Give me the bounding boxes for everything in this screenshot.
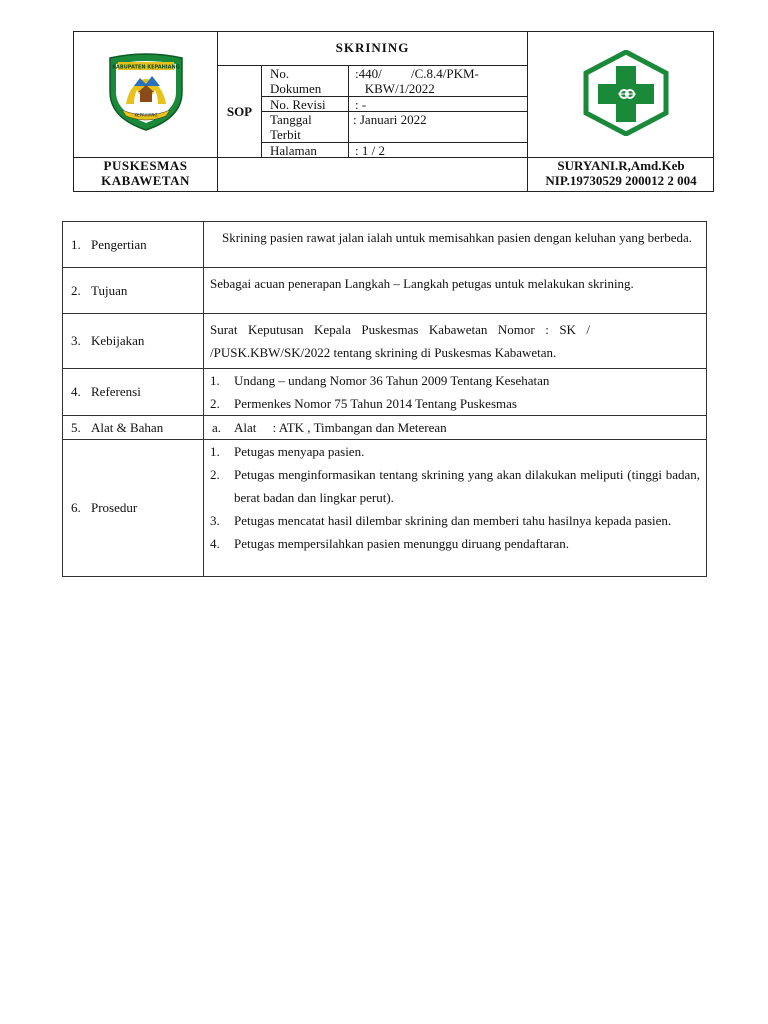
puskesmas-logo bbox=[580, 50, 672, 136]
row-label-kebijakan: 3. Kebijakan bbox=[63, 314, 204, 369]
row-content-prosedur bbox=[204, 440, 707, 577]
logo-band-text: KABUPATEN KEPAHIANG bbox=[112, 64, 180, 71]
signer-name: SURYANI.R,Amd.Keb bbox=[557, 158, 685, 173]
org-line2: KABAWETAN bbox=[101, 173, 190, 188]
sop-content-table bbox=[62, 221, 707, 577]
table-row bbox=[63, 222, 707, 268]
row-content-tujuan: Sebagai acuan penerapan Langkah – Langkah petugas untuk melakukan skrining. bbox=[204, 268, 707, 314]
kabupaten-logo bbox=[104, 52, 188, 132]
table-row bbox=[63, 314, 707, 369]
meta-value-no-revisi: : - bbox=[355, 97, 367, 112]
row-content-kebijakan: Surat Keputusan Kepala Puskesmas Kabawetan Nomor : SK / /PUSK.KBW/SK/2022 tentang skrining di Puskesmas Kabawetan. bbox=[204, 314, 707, 369]
meta-label-no-dokumen: No. Dokumen bbox=[270, 66, 322, 96]
list-item: 3. Petugas mencatat hasil dilembar skrining dan memberi tahu hasilnya kepada pasien. bbox=[210, 513, 672, 528]
logo-ribbon-text: KEPAHIANG bbox=[134, 112, 158, 118]
row-label-pengertian: 1. Pengertian bbox=[63, 222, 204, 268]
table-row bbox=[63, 369, 707, 416]
list-item: 2. Petugas menginformasikan tentang skrining yang akan dilakukan meliputi (tinggi badan, berat badan dan lingkar perut). bbox=[210, 467, 700, 505]
signer-block bbox=[528, 158, 714, 188]
table-row bbox=[63, 268, 707, 314]
list-item: 1. Petugas menyapa pasien. bbox=[210, 444, 365, 459]
row-label-referensi: 4. Referensi bbox=[63, 369, 204, 416]
row-content-alat-bahan bbox=[204, 416, 707, 440]
org-line1: PUSKESMAS bbox=[103, 158, 188, 173]
meta-label-halaman: Halaman bbox=[270, 143, 317, 158]
meta-label-tanggal-terbit: Tanggal Terbit bbox=[270, 112, 312, 142]
list-item: 4. Petugas mempersilahkan pasien menunggu diruang pendaftaran. bbox=[210, 536, 570, 551]
row-label-tujuan: 2. Tujuan bbox=[63, 268, 204, 314]
list-item: a. Alat : ATK , Timbangan dan Meterean bbox=[212, 420, 447, 435]
document-title: SKRINING bbox=[335, 40, 410, 55]
row-content-referensi bbox=[204, 369, 707, 416]
meta-label-no-revisi: No. Revisi bbox=[270, 97, 326, 112]
list-item: 1. Undang – undang Nomor 36 Tahun 2009 Tentang Kesehatan bbox=[210, 373, 550, 388]
meta-value-no-dokumen: :440/ /C.8.4/PKM- KBW/1/2022 bbox=[355, 66, 479, 96]
meta-value-tanggal-terbit: : Januari 2022 bbox=[353, 112, 427, 127]
table-row bbox=[63, 416, 707, 440]
row-label-prosedur: 6. Prosedur bbox=[63, 440, 204, 577]
row-label-alat-bahan: 5. Alat & Bahan bbox=[63, 416, 204, 440]
list-item: 2. Permenkes Nomor 75 Tahun 2014 Tentang Puskesmas bbox=[210, 396, 517, 411]
row-content-pengertian: Skrining pasien rawat jalan ialah untuk memisahkan pasien dengan keluhan yang berbeda. bbox=[204, 222, 707, 268]
sop-label: SOP bbox=[226, 104, 253, 119]
table-row bbox=[63, 440, 707, 577]
meta-value-halaman: : 1 / 2 bbox=[355, 143, 385, 158]
org-name bbox=[74, 158, 217, 188]
signer-nip: NIP.19730529 200012 2 004 bbox=[545, 173, 697, 188]
